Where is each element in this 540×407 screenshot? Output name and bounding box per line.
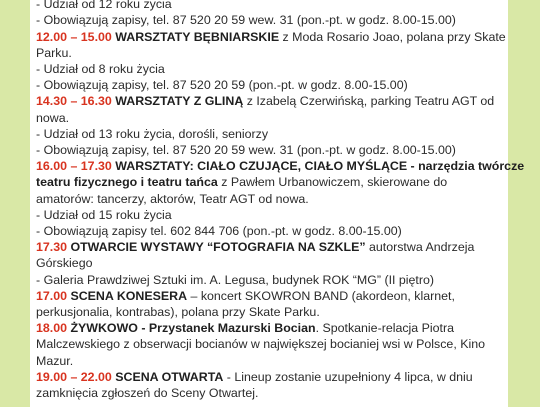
- event-line: [36, 288, 455, 305]
- event-line: [36, 191, 309, 208]
- event-line: [36, 110, 69, 127]
- event-title: ŻYWKOWO - Przystanek Mazurski Bocian: [67, 321, 316, 336]
- event-line: [36, 158, 524, 175]
- event-details: - Udział od 13 roku życia, dorośli, seniorzy: [36, 126, 269, 141]
- event-line: [36, 385, 258, 402]
- event-line: [36, 29, 506, 46]
- event-time: 17.30: [36, 240, 68, 255]
- event-details: perkusjonalia, kontrabas), polana przy Skate Parku.: [36, 305, 320, 319]
- event-title: WARSZTATY: CIAŁO CZUJĄCE, CIAŁO MYŚLĄCE - narzędzia twórcze: [115, 159, 525, 174]
- event-details: - Obowiązują zapisy tel. 602 844 706 (pon.-pt. w godz. 8.00-15.00): [36, 224, 402, 238]
- event-line: [36, 61, 165, 78]
- event-details: – koncert SKOWRON BAND (akordeon, klarnet,: [187, 288, 455, 303]
- event-line: [36, 207, 172, 224]
- event-details: amatorów: tancerzy, aktorów, Teatr AGT od nowa.: [36, 191, 309, 206]
- event-time: 18.00: [36, 321, 68, 336]
- event-details: z Izabelą Czerwińską, parking Teatru AGT od: [243, 94, 495, 109]
- event-details: nowa.: [36, 110, 70, 125]
- event-line: [36, 304, 320, 321]
- event-details: Parku.: [36, 45, 72, 60]
- event-title: WARSZTATY BĘBNIARSKIE: [115, 29, 280, 44]
- event-details: . Spotkanie-relacja Piotra: [315, 321, 455, 336]
- event-title: SCENA KONESERA: [67, 288, 188, 303]
- event-details: Górskiego: [36, 256, 93, 271]
- event-line: [36, 336, 485, 353]
- event-line: [36, 353, 73, 370]
- event-details: Mazur.: [36, 353, 74, 368]
- event-details: z Pawłem Urbanowiczem, skierowane do: [217, 175, 448, 190]
- event-line: [36, 0, 172, 13]
- event-time: 17.00: [36, 288, 68, 303]
- event-details: - Galeria Prawdziwej Sztuki im. A. Legusa, budynek ROK “MG” (II piętro): [36, 272, 435, 287]
- event-details: - Lineup zostanie uzupełniony 4 lipca, w dniu: [223, 369, 473, 384]
- event-details: autorstwa Andrzeja: [365, 240, 475, 255]
- event-title: SCENA OTWARTA: [111, 369, 224, 384]
- event-details: Malczewskiego z obserwacji bocianów w największej bocianiej wsi w Polsce, Kino: [36, 337, 486, 352]
- event-details: - Udział od 8 roku życia: [36, 62, 165, 76]
- event-time: 14.30 – 16.30: [36, 94, 112, 109]
- event-line: [36, 369, 473, 386]
- event-time: 12.00 – 15.00: [36, 29, 112, 44]
- event-line: [36, 142, 456, 159]
- event-line: [36, 12, 456, 29]
- event-time: 16.00 – 17.30: [36, 159, 112, 174]
- event-line: [36, 320, 454, 337]
- event-details: z Moda Rosario Joao, polana przy Skate: [279, 29, 506, 44]
- event-line: [36, 272, 434, 289]
- event-details: - Udział od 12 roku życia: [36, 0, 172, 12]
- event-line: [36, 174, 447, 191]
- event-line: [36, 239, 474, 256]
- event-details: - Udział od 15 roku życia: [36, 207, 172, 222]
- event-title: teatru fizycznego i teatru tańca: [36, 175, 218, 190]
- program-panel: [30, 0, 525, 407]
- event-line: [36, 126, 268, 143]
- event-details: zamknięcia zgłoszeń do Sceny Otwartej.: [36, 386, 259, 400]
- event-details: - Obowiązują zapisy, tel. 87 520 20 59 (pon.-pt. w godz. 8.00-15.00): [36, 78, 408, 93]
- event-line: [36, 45, 72, 62]
- event-line: [36, 255, 92, 272]
- event-title: WARSZTATY Z GLINĄ: [115, 94, 244, 109]
- event-line: [36, 223, 402, 240]
- event-details: - Obowiązują zapisy, tel. 87 520 20 59 wew. 31 (pon.-pt. w godz. 8.00-15.00): [36, 143, 456, 157]
- event-line: [36, 77, 408, 94]
- event-details: - Obowiązują zapisy, tel. 87 520 20 59 wew. 31 (pon.-pt. w godz. 8.00-15.00): [36, 13, 456, 28]
- event-line: [36, 93, 494, 110]
- event-title: OTWARCIE WYSTAWY “FOTOGRAFIA NA SZKLE”: [67, 240, 366, 255]
- event-time: 19.00 – 22.00: [36, 369, 112, 384]
